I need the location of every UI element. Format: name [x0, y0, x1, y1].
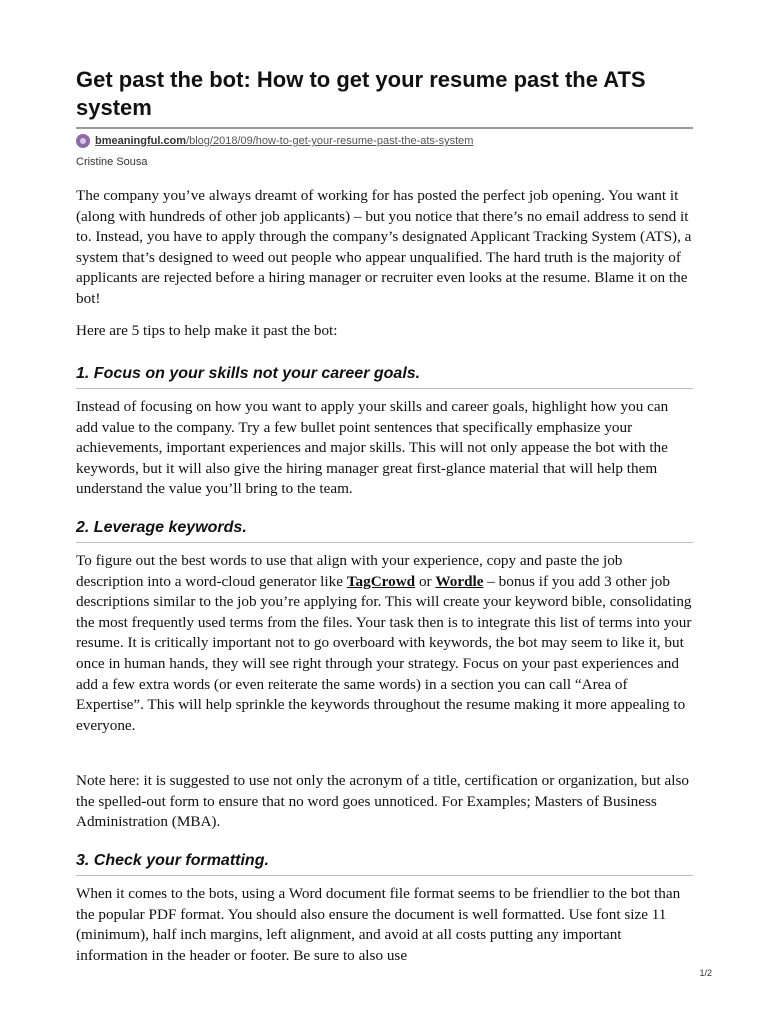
section-heading-1: 1. Focus on your skills not your career goals.: [76, 365, 421, 382]
section-note-2: Note here: it is suggested to use not only the acronym of a title, certification or organization, but also the spelled-out form to ensure that no word goes unnoticed. For Examples; Masters of Business Administration (MBA).: [76, 772, 689, 831]
section-divider-2: [76, 542, 693, 543]
section-body-2-end: – bonus if you add 3 other job descriptions similar to the job you’re applying for. This will create your keyword bible, consolidating the most frequently used terms from the files. Your task then is to integrate this list of terms into your resume. It is critically important not to go overboard with keywords, the bot may seem to like it, but once in human hands, they will see right through your strategy. Focus on your past experiences and add a few extra words (or even reiterate the same words) in a section you can call “Area of Expertise”. This will help sprinkle the keywords throughout the resume making it more appealing to everyone.: [76, 572, 692, 734]
source-domain: bmeaningful.com: [95, 135, 187, 147]
section-body-1: Instead of focusing on how you want to apply your skills and career goals, highlight how you can add value to the company. Try a few bullet point sentences that specifically emphasize your achievements, important experiences and major skills. This will not only appease the bot with the keywords, but it will also give the hiring manager great first-glance material that will help them understand the value you’ll bring to the team.: [76, 398, 669, 498]
source-path: /blog/2018/09/how-to-get-your-resume-past-the-ats-system: [186, 135, 474, 147]
section-body-2-start: To figure out the best words to use that align with your experience, copy and paste the job description into a word-cloud generator like: [76, 552, 623, 590]
section-body-2: [76, 551, 693, 736]
section-heading-2: 2. Leverage keywords.: [76, 519, 247, 536]
intro-paragraph: The company you’ve always dreamt of working for has posted the perfect job opening. You want it (along with hundreds of other job applicants) – but you notice that there’s no email address to send it to. Instead, you have to apply through the company’s designated Applicant Tracking System (ATS), a system that’s designed to weed out people who appear unqualified. The hard truth is the majority of applicants are rejected before a hiring manager or recruiter even looks at the resume. Blame it on the bot!: [76, 187, 692, 307]
page-number: 1/2: [699, 968, 712, 978]
tagcrowd-link[interactable]: TagCrowd: [346, 572, 416, 590]
section-divider-3: [76, 875, 693, 876]
section-body-3: When it comes to the bots, using a Word document file format seems to be friendlier to the bot than the popular PDF format. You should also ensure the document is well formatted. Use font size 11 (minimum), half inch margins, left alignment, and avoid at all costs putting any important information in the header or footer. Be sure to also use: [76, 885, 681, 964]
wordle-link[interactable]: Wordle: [435, 572, 484, 590]
section-heading-3: 3. Check your formatting.: [76, 852, 269, 869]
title-divider: [76, 127, 693, 129]
intro-tips-line: Here are 5 tips to help make it past the bot:: [76, 322, 338, 339]
page-title: Get past the bot: How to get your resume past the ATS system: [76, 67, 646, 120]
source-url-link[interactable]: [95, 135, 473, 147]
site-favicon-icon: [76, 134, 90, 148]
section-divider-1: [76, 388, 693, 389]
or-text: or: [415, 572, 436, 590]
source-link-row: [76, 133, 473, 149]
author-name: Cristine Sousa: [76, 156, 148, 168]
